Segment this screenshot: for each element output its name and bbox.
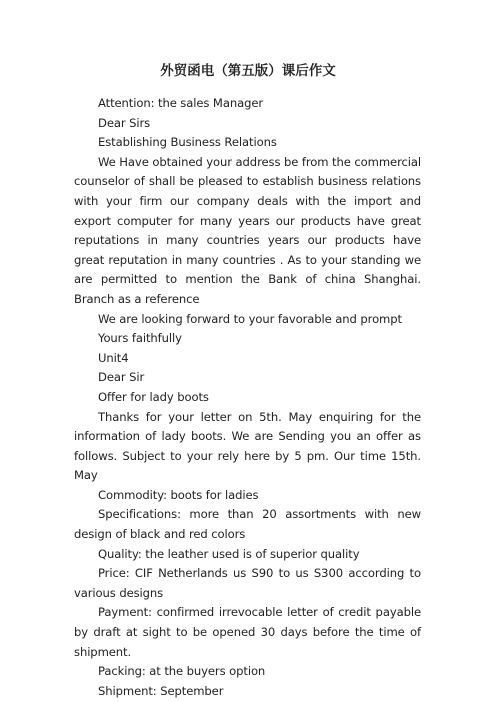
- document-body: [74, 94, 421, 701]
- offer-item: Price: CIF Netherlands us S90 to us S300 according to various designs: [74, 566, 421, 600]
- body-paragraph: Thanks for your letter on 5th. May enquiring for the information of lady boots. We are Sending you an offer as follows. Subject to your rely here by 5 pm. Our time 15th. May: [74, 409, 421, 483]
- offer-item: Packing: at the buyers option: [98, 664, 266, 679]
- subject-line: Offer for lady boots: [98, 389, 209, 404]
- salutation: Dear Sirs: [98, 115, 151, 130]
- body-paragraph: We Have obtained your address be from the commercial counselor of shall be pleased to establish business relations with your firm our company deals with the import and export computer for many years our products have great reputations in many countries years our products have great reputation in many countries . As to your standing we are permitted to mention the Bank of china Shanghai. Branch as a reference: [74, 154, 421, 306]
- offer-item: Quality: the leather used is of superior quality: [98, 546, 360, 561]
- offer-item: Commodity: boots for ladies: [98, 487, 259, 502]
- salutation: Dear Sir: [98, 370, 145, 385]
- document-title: 外贸函电（第五版）课后作文: [160, 63, 336, 79]
- subject-line: Establishing Business Relations: [98, 135, 277, 150]
- closing-line: Yours faithfully: [98, 331, 182, 346]
- offer-item: Specifications: more than 20 assortments with new design of black and red colors: [74, 507, 421, 542]
- offer-item: Payment: confirmed irrevocable letter of credit payable by draft at sight to be opened 30 days before the time of shipment.: [74, 605, 421, 659]
- body-paragraph: We are looking forward to your favorable and prompt: [98, 311, 402, 326]
- unit-heading: Unit4: [98, 350, 129, 365]
- offer-item: Shipment: September: [98, 683, 224, 698]
- attention-line: Attention: the sales Manager: [98, 96, 264, 110]
